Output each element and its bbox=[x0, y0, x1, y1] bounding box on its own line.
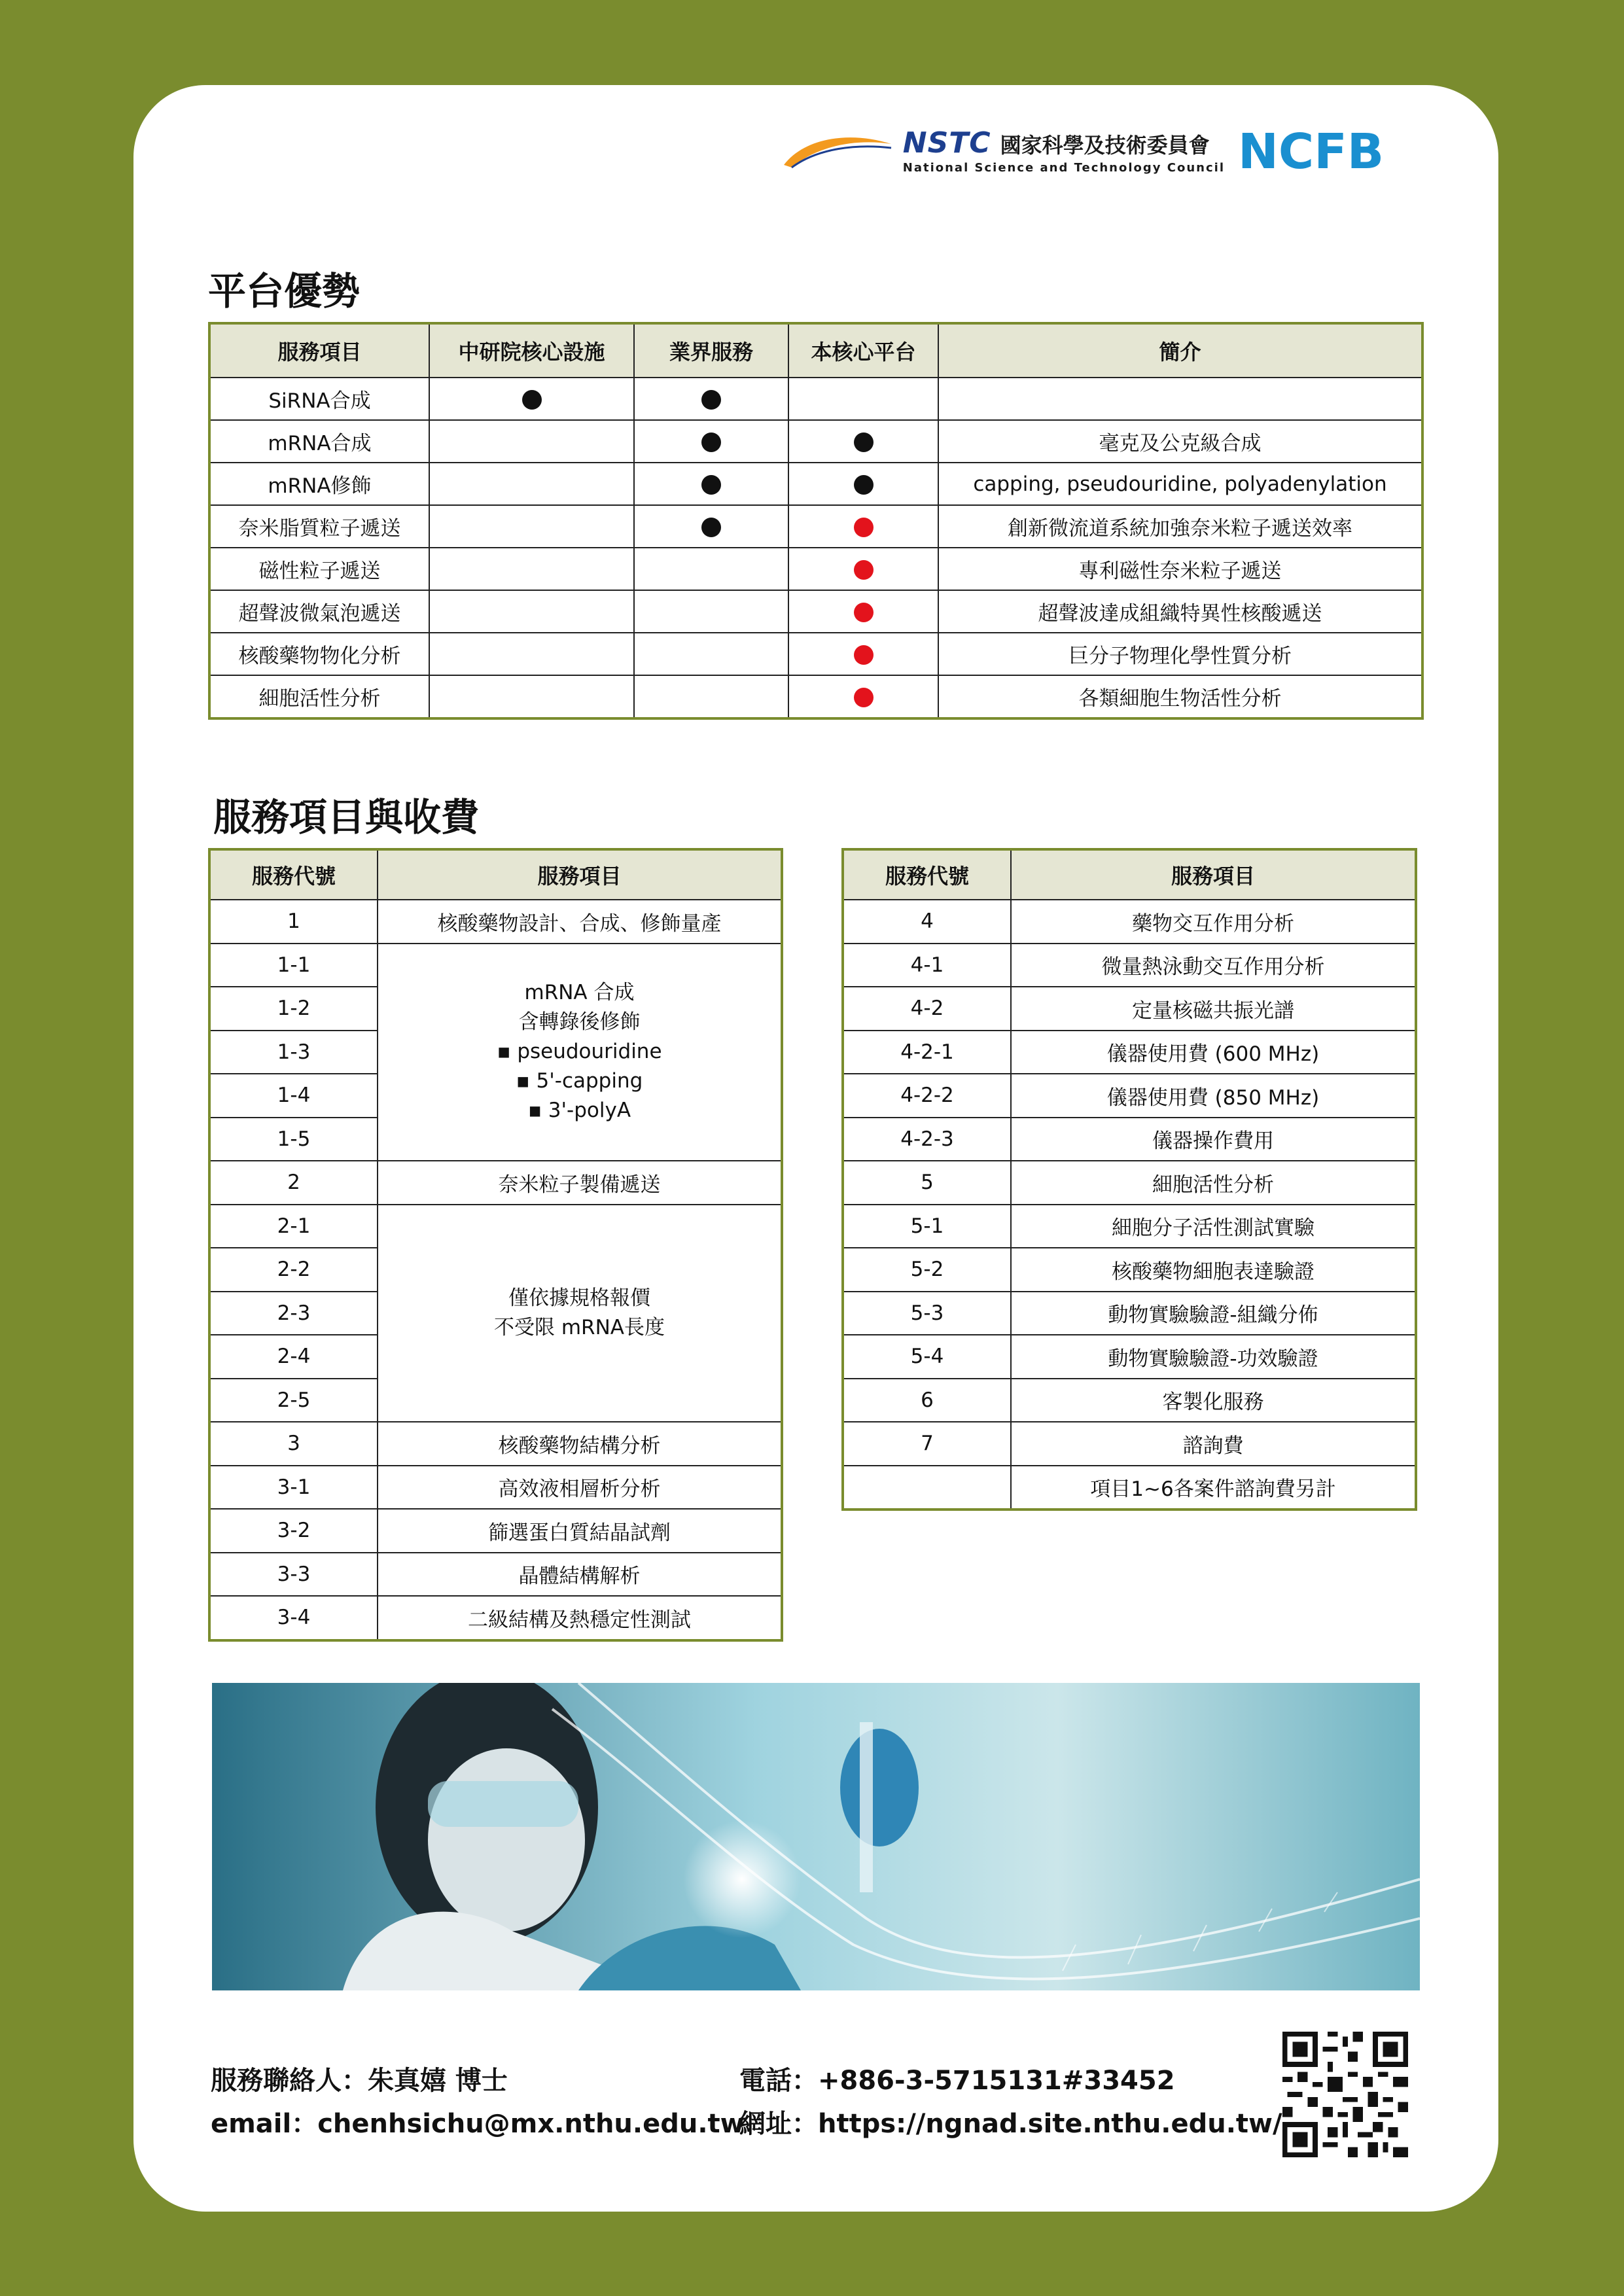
service-code: 2-1 bbox=[210, 1205, 378, 1248]
ncfb-logo-text: NCFB bbox=[1238, 128, 1385, 173]
service-item: 核酸藥物設計、合成、修飾量產 bbox=[378, 900, 781, 944]
service-desc: 創新微流道系統加強奈米粒子遞送效率 bbox=[938, 505, 1422, 548]
table-row bbox=[210, 590, 1422, 633]
table-row bbox=[210, 1422, 781, 1466]
availability-academia bbox=[429, 505, 634, 548]
header-industry: 業界服務 bbox=[634, 324, 788, 378]
mrna-synthesis-cell bbox=[378, 944, 781, 1161]
fees-title: 服務項目與收費 bbox=[213, 795, 480, 839]
nanoparticle-quote-cell bbox=[378, 1205, 781, 1422]
service-code: 4-2-2 bbox=[843, 1074, 1011, 1118]
availability-academia bbox=[429, 675, 634, 718]
service-code: 1 bbox=[210, 900, 378, 944]
service-item: 超聲波微氣泡遞送 bbox=[210, 590, 429, 633]
service-item: 客製化服務 bbox=[1011, 1379, 1415, 1422]
fees-right-body bbox=[843, 900, 1415, 1509]
black-dot-icon bbox=[701, 433, 721, 452]
service-code: 4 bbox=[843, 900, 1011, 944]
table-row bbox=[843, 944, 1415, 987]
service-code: 2 bbox=[210, 1161, 378, 1205]
table-row bbox=[210, 505, 1422, 548]
service-item: 篩選蛋白質結晶試劑 bbox=[378, 1509, 781, 1553]
header-service-code: 服務代號 bbox=[210, 850, 378, 900]
availability-industry bbox=[634, 633, 788, 675]
availability-academia bbox=[429, 590, 634, 633]
red-dot-icon bbox=[854, 518, 874, 537]
service-code: 4-2 bbox=[843, 987, 1011, 1031]
service-item: 奈米脂質粒子遞送 bbox=[210, 505, 429, 548]
fees-left-header-row bbox=[210, 850, 781, 900]
service-code: 7 bbox=[843, 1422, 1011, 1466]
service-item: 核酸藥物結構分析 bbox=[378, 1422, 781, 1466]
availability-core bbox=[788, 633, 938, 675]
table-row bbox=[843, 1118, 1415, 1161]
merged-line: mRNA 合成 bbox=[524, 981, 635, 1005]
service-code: 1-5 bbox=[210, 1118, 378, 1161]
availability-industry bbox=[634, 675, 788, 718]
service-item: 動物實驗驗證-組織分佈 bbox=[1011, 1292, 1415, 1335]
service-item: 動物實驗驗證-功效驗證 bbox=[1011, 1335, 1415, 1379]
service-desc: 巨分子物理化學性質分析 bbox=[938, 633, 1422, 675]
service-code: 4-2-1 bbox=[843, 1031, 1011, 1074]
service-item: 二級結構及熱穩定性測試 bbox=[378, 1596, 781, 1640]
header-desc: 簡介 bbox=[938, 324, 1422, 378]
advantages-header-row bbox=[210, 324, 1422, 378]
service-desc: 各類細胞生物活性分析 bbox=[938, 675, 1422, 718]
service-item: 核酸藥物物化分析 bbox=[210, 633, 429, 675]
service-code: 1-3 bbox=[210, 1031, 378, 1074]
merged-line: 僅依據規格報價 bbox=[508, 1286, 650, 1310]
availability-academia bbox=[429, 463, 634, 505]
service-code: 3-3 bbox=[210, 1553, 378, 1597]
scientist-dna-banner-image bbox=[212, 1683, 1420, 1990]
nstc-name-zh: 國家科學及技術委員會 bbox=[1000, 133, 1210, 158]
table-row bbox=[843, 1335, 1415, 1379]
service-item: 細胞活性分析 bbox=[210, 675, 429, 718]
service-code: 4-1 bbox=[843, 944, 1011, 987]
service-item: 細胞活性分析 bbox=[1011, 1161, 1415, 1205]
fees-right-header-row bbox=[843, 850, 1415, 900]
red-dot-icon bbox=[854, 645, 874, 665]
header-core: 本核心平台 bbox=[788, 324, 938, 378]
black-dot-icon bbox=[701, 518, 721, 537]
availability-core bbox=[788, 548, 938, 590]
advantages-table bbox=[209, 323, 1422, 718]
table-row bbox=[210, 1509, 781, 1553]
service-code: 6 bbox=[843, 1379, 1011, 1422]
service-desc: 專利磁性奈米粒子遞送 bbox=[938, 548, 1422, 590]
fees-left-table bbox=[209, 849, 782, 1640]
service-code: 5 bbox=[843, 1161, 1011, 1205]
service-item: 儀器使用費 (600 MHz) bbox=[1011, 1031, 1415, 1074]
nstc-name-en: National Science and Technology Council bbox=[902, 161, 1225, 175]
header-logos bbox=[779, 124, 1415, 177]
service-item: 高效液相層析分析 bbox=[378, 1466, 781, 1510]
service-item: 細胞分子活性測試實驗 bbox=[1011, 1205, 1415, 1248]
table-row bbox=[843, 1292, 1415, 1335]
service-code: 1-2 bbox=[210, 987, 378, 1031]
service-code: 5-2 bbox=[843, 1248, 1011, 1292]
merged-line: ▪ 5'-capping bbox=[516, 1069, 643, 1093]
service-code bbox=[843, 1466, 1011, 1510]
advantages-body bbox=[210, 378, 1422, 718]
availability-academia bbox=[429, 378, 634, 420]
red-dot-icon bbox=[854, 603, 874, 622]
availability-industry bbox=[634, 548, 788, 590]
availability-industry bbox=[634, 420, 788, 463]
table-row bbox=[843, 1422, 1415, 1466]
service-code: 2-2 bbox=[210, 1248, 378, 1292]
merged-line: ▪ 3'-polyA bbox=[527, 1099, 631, 1123]
black-dot-icon bbox=[701, 475, 721, 495]
poster-card bbox=[133, 85, 1498, 2212]
availability-core bbox=[788, 675, 938, 718]
advantages-title: 平台優勢 bbox=[208, 269, 361, 313]
availability-core bbox=[788, 505, 938, 548]
table-row bbox=[210, 378, 1422, 420]
service-desc bbox=[938, 378, 1422, 420]
service-item: mRNA修飾 bbox=[210, 463, 429, 505]
table-row bbox=[210, 1466, 781, 1510]
header-service-item: 服務項目 bbox=[378, 850, 781, 900]
service-desc: 毫克及公克級合成 bbox=[938, 420, 1422, 463]
table-row bbox=[843, 900, 1415, 944]
ncfb-logo bbox=[1238, 128, 1415, 173]
table-row bbox=[210, 420, 1422, 463]
table-row bbox=[843, 987, 1415, 1031]
qr-code-icon[interactable] bbox=[1282, 2032, 1408, 2157]
table-row bbox=[210, 944, 781, 987]
service-item: 項目1~6各案件諮詢費另計 bbox=[1011, 1466, 1415, 1510]
service-item: 奈米粒子製備遞送 bbox=[378, 1161, 781, 1205]
service-item: 儀器使用費 (850 MHz) bbox=[1011, 1074, 1415, 1118]
service-code: 3 bbox=[210, 1422, 378, 1466]
contact-person: 服務聯絡人：朱真嬉 博士 bbox=[211, 2066, 508, 2096]
table-row bbox=[843, 1205, 1415, 1248]
nstc-logo bbox=[779, 124, 1225, 177]
service-item: 諮詢費 bbox=[1011, 1422, 1415, 1466]
service-item: 儀器操作費用 bbox=[1011, 1118, 1415, 1161]
table-row bbox=[210, 1161, 781, 1205]
service-code: 5-4 bbox=[843, 1335, 1011, 1379]
black-dot-icon bbox=[522, 390, 542, 410]
header-academia: 中研院核心設施 bbox=[429, 324, 634, 378]
service-item: mRNA合成 bbox=[210, 420, 429, 463]
availability-core bbox=[788, 420, 938, 463]
table-row bbox=[210, 675, 1422, 718]
nstc-abbr: NSTC bbox=[902, 126, 991, 160]
service-item: 藥物交互作用分析 bbox=[1011, 900, 1415, 944]
table-row bbox=[210, 1596, 781, 1640]
table-row bbox=[210, 633, 1422, 675]
black-dot-icon bbox=[854, 475, 874, 495]
service-desc: 超聲波達成組織特異性核酸遞送 bbox=[938, 590, 1422, 633]
availability-industry bbox=[634, 505, 788, 548]
availability-core bbox=[788, 590, 938, 633]
service-item: 定量核磁共振光譜 bbox=[1011, 987, 1415, 1031]
availability-core bbox=[788, 463, 938, 505]
service-item: 微量熱泳動交互作用分析 bbox=[1011, 944, 1415, 987]
table-row bbox=[843, 1161, 1415, 1205]
contact-website[interactable]: 網址：https://ngnad.site.nthu.edu.tw/ bbox=[739, 2109, 1282, 2139]
table-row bbox=[843, 1031, 1415, 1074]
table-row bbox=[843, 1466, 1415, 1510]
black-dot-icon bbox=[854, 433, 874, 452]
service-code: 5-1 bbox=[843, 1205, 1011, 1248]
availability-academia bbox=[429, 548, 634, 590]
contact-email[interactable]: email：chenhsichu@mx.nthu.edu.tw bbox=[211, 2109, 745, 2139]
table-row bbox=[843, 1379, 1415, 1422]
red-dot-icon bbox=[854, 688, 874, 707]
table-row bbox=[210, 1205, 781, 1248]
service-item: 磁性粒子遞送 bbox=[210, 548, 429, 590]
red-dot-icon bbox=[854, 560, 874, 580]
availability-academia bbox=[429, 420, 634, 463]
service-code: 3-4 bbox=[210, 1596, 378, 1640]
availability-industry bbox=[634, 463, 788, 505]
table-row bbox=[210, 548, 1422, 590]
availability-industry bbox=[634, 590, 788, 633]
merged-line: 不受限 mRNA長度 bbox=[494, 1315, 665, 1339]
table-row bbox=[210, 463, 1422, 505]
merged-line: ▪ pseudouridine bbox=[497, 1040, 662, 1064]
header-service-item: 服務項目 bbox=[1011, 850, 1415, 900]
service-code: 2-3 bbox=[210, 1292, 378, 1335]
table-row bbox=[843, 1248, 1415, 1292]
service-code: 4-2-3 bbox=[843, 1118, 1011, 1161]
table-row bbox=[843, 1074, 1415, 1118]
availability-core bbox=[788, 378, 938, 420]
service-item: SiRNA合成 bbox=[210, 378, 429, 420]
header-service-code: 服務代號 bbox=[843, 850, 1011, 900]
service-code: 1-4 bbox=[210, 1074, 378, 1118]
service-desc: capping, pseudouridine, polyadenylation bbox=[938, 463, 1422, 505]
black-dot-icon bbox=[701, 390, 721, 410]
table-row bbox=[210, 1553, 781, 1597]
service-item: 晶體結構解析 bbox=[378, 1553, 781, 1597]
availability-industry bbox=[634, 378, 788, 420]
table-row bbox=[210, 900, 781, 944]
service-code: 2-4 bbox=[210, 1335, 378, 1379]
contact-phone: 電話：+886-3-5715131#33452 bbox=[739, 2066, 1175, 2096]
nstc-swoosh-icon bbox=[779, 124, 896, 177]
service-code: 3-1 bbox=[210, 1466, 378, 1510]
service-item: 核酸藥物細胞表達驗證 bbox=[1011, 1248, 1415, 1292]
service-code: 1-1 bbox=[210, 944, 378, 987]
service-code: 2-5 bbox=[210, 1379, 378, 1422]
service-code: 3-2 bbox=[210, 1509, 378, 1553]
header-service-item: 服務項目 bbox=[210, 324, 429, 378]
availability-academia bbox=[429, 633, 634, 675]
fees-right-table bbox=[843, 849, 1416, 1510]
service-code: 5-3 bbox=[843, 1292, 1011, 1335]
merged-line: 含轉錄後修飾 bbox=[518, 1010, 641, 1034]
